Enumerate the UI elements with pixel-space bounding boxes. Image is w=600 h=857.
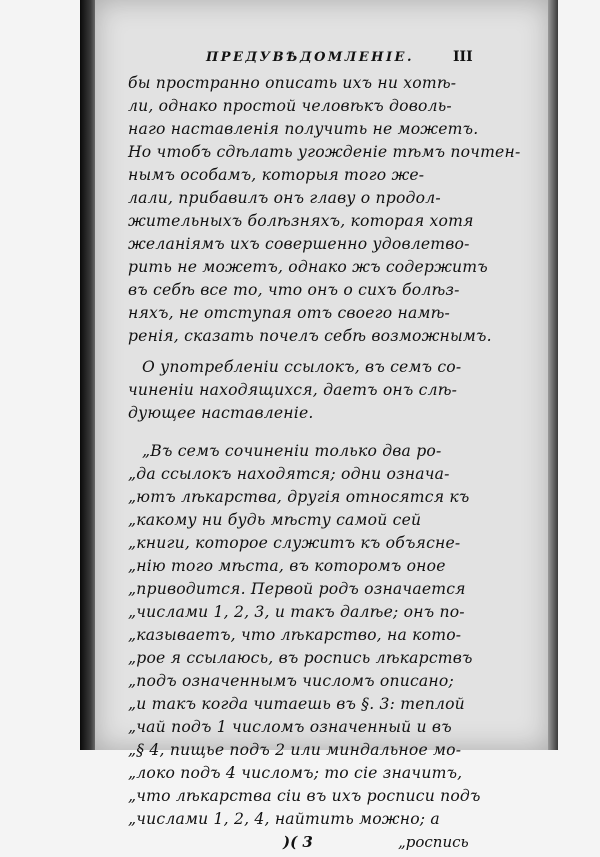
paragraph-3-quotation — [128, 440, 483, 831]
text-line: „книги, которое служитъ къ объясне- — [128, 534, 461, 552]
text-line: ренія, сказать почелъ себѣ возможнымъ. — [128, 327, 492, 345]
text-line: „рое я ссылаюсь, въ роспись лѣкарствъ — [128, 649, 473, 667]
text-line: „что лѣкарства сіи въ ихъ росписи подъ — [128, 787, 481, 805]
text-line: Но чтобъ сдѣлать угожденіе тѣмъ почтен- — [128, 143, 521, 161]
text-line: „приводится. Первой родъ означается — [128, 580, 466, 598]
text-line: рить не можетъ, однако жъ содержитъ — [128, 258, 488, 276]
text-line: ли, однако простой человѣкъ доволь- — [128, 97, 452, 115]
paragraph-spacer — [128, 348, 483, 356]
text-line: „Въ семъ сочиненіи только два ро- — [142, 442, 442, 460]
paragraph-1 — [128, 72, 521, 348]
page-number: III — [453, 49, 473, 65]
text-line: няхъ, не отступая отъ своего намѣ- — [128, 304, 451, 322]
text-line: „подъ означеннымъ числомъ описано; — [128, 672, 454, 690]
text-line: „числами 1, 2, 4, найтить можно; а — [128, 810, 440, 828]
text-line: бы пространно описать ихъ ни хотѣ- — [128, 74, 457, 92]
running-head — [128, 50, 483, 72]
text-line: „какому ни будь мѣсту самой сей — [128, 511, 422, 529]
catchword: „роспись — [398, 833, 469, 851]
text-line: „казываетъ, что лѣкарство, на кото- — [128, 626, 462, 644]
text-line: наго наставленія получить не можетъ. — [128, 120, 479, 138]
text-line: дующее наставленіе. — [128, 404, 314, 422]
text-line: жительныхъ болѣзняхъ, которая хотя — [128, 212, 474, 230]
text-line: „числами 1, 2, 3, и такъ далѣе; онъ по- — [128, 603, 465, 621]
text-line: лали, прибавилъ онъ главу о продол- — [128, 189, 441, 207]
text-line: „нію того мѣста, въ которомъ оное — [128, 557, 446, 575]
scan-right-edge — [548, 0, 558, 750]
page-footer — [128, 833, 483, 857]
text-line: желаніямъ ихъ совершенно удовлетво- — [128, 235, 470, 253]
page-text-block — [128, 49, 521, 857]
paragraph-2 — [128, 356, 483, 425]
text-line: чиненіи находящихся, даетъ онъ слѣ- — [128, 381, 458, 399]
text-line: О употребленіи ссылокъ, въ семъ со- — [142, 358, 462, 376]
text-line: „локо подъ 4 числомъ; то сіе значитъ, — [128, 764, 463, 782]
running-head-title: ПРЕДУВѢДОМЛЕНІЕ. — [206, 50, 414, 65]
paragraph-spacer — [128, 425, 483, 440]
text-line: „ютъ лѣкарства, другія относятся къ — [128, 488, 470, 506]
text-line: „да ссылокъ находятся; одни означа- — [128, 465, 450, 483]
signature-mark: )( 3 — [283, 833, 313, 851]
text-line: „чай подъ 1 числомъ означенный и въ — [128, 718, 452, 736]
text-line: „и такъ когда читаешь въ §. 3: теплой — [128, 695, 465, 713]
text-line: въ себѣ все то, что онъ о сихъ болѣз- — [128, 281, 460, 299]
text-line: нымъ особамъ, которыя того же- — [128, 166, 425, 184]
text-line: „§ 4, пищье подъ 2 или миндальное мо- — [128, 741, 462, 759]
